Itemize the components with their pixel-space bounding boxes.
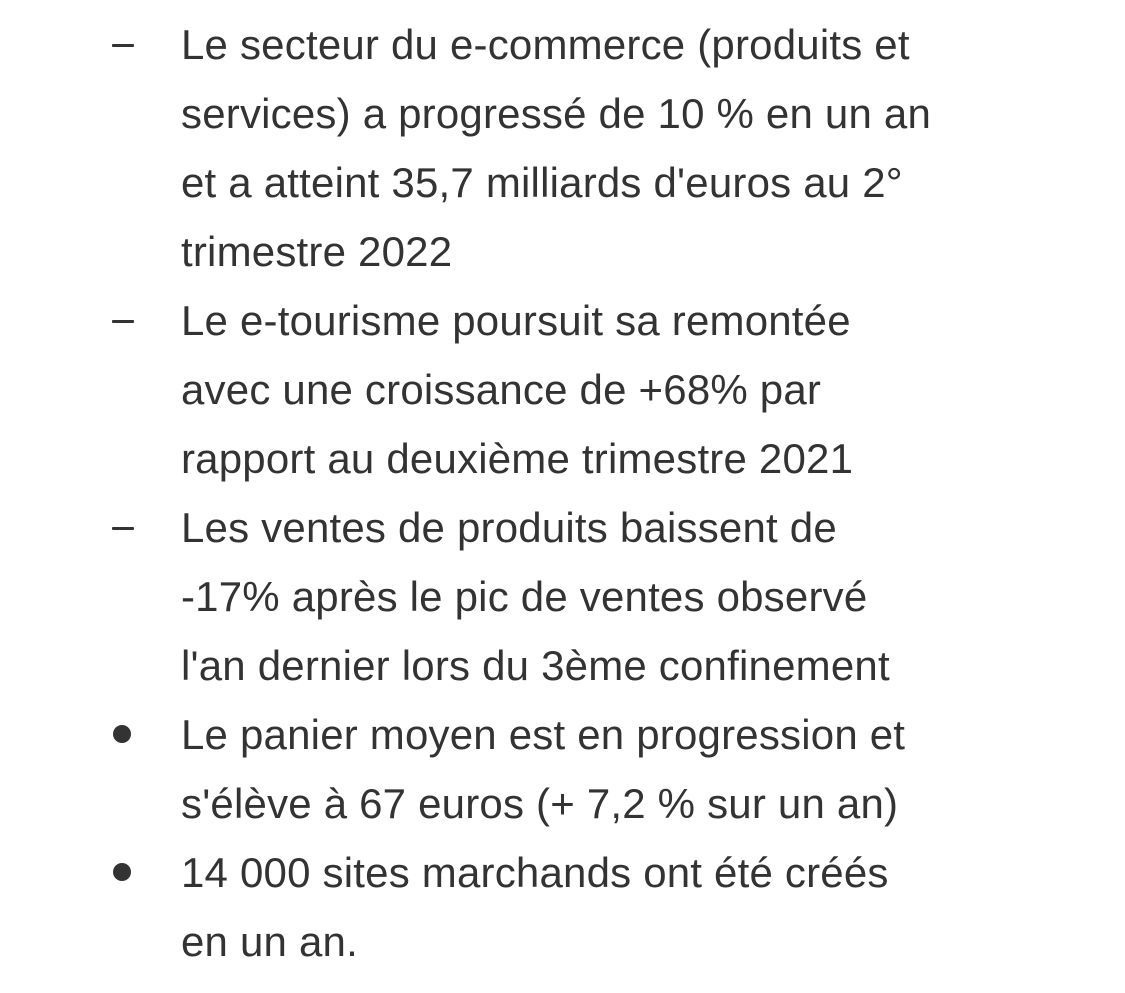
list-item-line: trimestre 2022 <box>181 228 453 275</box>
list-item-line: Le e-tourisme poursuit sa remontée <box>181 297 851 344</box>
list-item <box>0 838 1125 976</box>
list-item-line: services) a progressé de 10 % en un an <box>181 90 932 137</box>
list-item <box>0 286 1125 493</box>
list-item-line: rapport au deuxième trimestre 2021 <box>181 435 854 482</box>
list-item <box>0 700 1125 838</box>
list-item <box>0 493 1125 700</box>
list-item-line: avec une croissance de +68% par <box>181 366 822 413</box>
list-item-line: Le panier moyen est en progression et <box>181 711 906 758</box>
list-item-line: 14 000 sites marchands ont été créés <box>181 849 889 896</box>
list-item-line: Le secteur du e-commerce (produits et <box>181 21 910 68</box>
list-item <box>0 10 1125 286</box>
list-item-line: en un an. <box>181 918 358 965</box>
list-item-line: et a atteint 35,7 milliards d'euros au 2° <box>181 159 903 206</box>
list-item-line: -17% après le pic de ventes observé <box>181 573 868 620</box>
list-item-line: Les ventes de produits baissent de <box>181 504 837 551</box>
bullet-list <box>0 10 1125 976</box>
list-item-line: l'an dernier lors du 3ème confinement <box>181 642 890 689</box>
list-item-line: s'élève à 67 euros (+ 7,2 % sur un an) <box>181 780 899 827</box>
